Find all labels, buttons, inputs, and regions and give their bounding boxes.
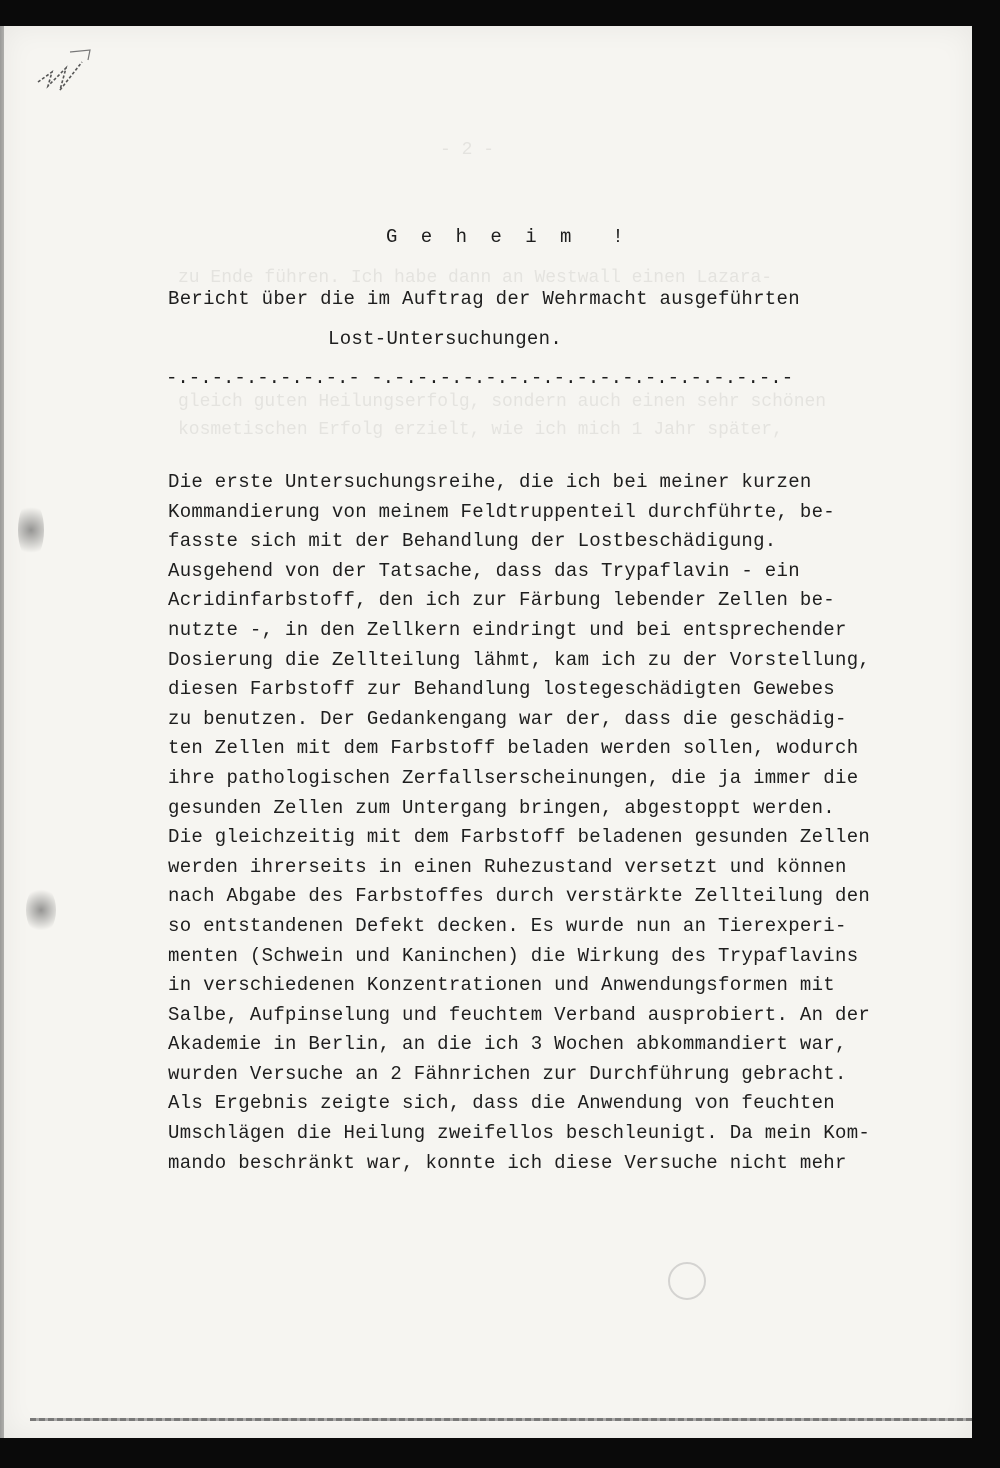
body-text-line: Salbe, Aufpinselung und feuchtem Verband ausprobiert. An der <box>168 1003 871 1026</box>
body-text-line: ten Zellen mit dem Farbstoff beladen werden sollen, wodurch <box>168 737 859 760</box>
body-text-line: Als Ergebnis zeigte sich, dass die Anwendung von feuchten <box>168 1092 836 1115</box>
typed-divider: -.-.-.-.-.-.-.-.- -.-.-.-.-.-.-.-.-.-.-.-.-.-.-.-.-.-.- <box>166 367 794 389</box>
pencil-scribble-mark <box>30 42 110 112</box>
report-subtitle: Lost-Untersuchungen. <box>328 328 563 350</box>
body-text-line: wurden Versuche an 2 Fähnrichen zur Durchführung gebracht. <box>168 1062 847 1085</box>
body-text-line: Die erste Untersuchungsreihe, die ich bei meiner kurzen <box>168 471 812 493</box>
body-text-line: menten (Schwein und Kaninchen) die Wirkung des Trypaflavins <box>168 944 859 967</box>
body-text-line: nutzte -, in den Zellkern eindringt und bei entsprechender <box>168 618 847 641</box>
body-text-line: Ausgehend von der Tatsache, dass das Trypaflavin - ein <box>168 559 800 582</box>
body-text-line: Akademie in Berlin, an die ich 3 Wochen abkommandiert war, <box>168 1033 847 1056</box>
secret-classification: G e h e i m ! <box>386 226 630 248</box>
bleed-through-text: gleich guten Heilungserfolg, sondern auch einen sehr schönen <box>178 392 827 412</box>
body-text-line: Dosierung die Zellteilung lähmt, kam ich zu der Vorstellung, <box>168 648 871 671</box>
body-text-line: in verschiedenen Konzentrationen und Anwendungsformen mit <box>168 974 836 997</box>
report-title: Bericht über die im Auftrag der Wehrmacht ausgeführten <box>168 288 800 310</box>
bleed-through-text: - 2 - <box>440 140 495 160</box>
body-text-line: Umschlägen die Heilung zweifellos beschleunigt. Da mein Kom- <box>168 1122 871 1145</box>
body-text-line: fasste sich mit der Behandlung der Lostbeschädigung. <box>168 530 777 553</box>
body-text-line: Die gleichzeitig mit dem Farbstoff beladenen gesunden Zellen <box>168 826 871 849</box>
body-text-line: mando beschränkt war, konnte ich diese Versuche nicht mehr <box>168 1151 847 1174</box>
body-text-line: diesen Farbstoff zur Behandlung lostegeschädigten Gewebes <box>168 678 836 701</box>
report-body <box>168 468 928 1178</box>
faint-stamp-mark <box>668 1262 706 1300</box>
body-text-line: Acridinfarbstoff, den ich zur Färbung lebender Zellen be- <box>168 589 836 612</box>
body-text-line: so entstandenen Defekt decken. Es wurde nun an Tierexperi- <box>168 914 847 937</box>
body-text-line: gesunden Zellen zum Untergang bringen, abgestoppt werden. <box>168 796 836 819</box>
body-text-line: Kommandierung von meinem Feldtruppenteil durchführte, be- <box>168 500 836 523</box>
body-text-line: nach Abgabe des Farbstoffes durch verstärkte Zellteilung den <box>168 885 871 908</box>
bottom-rule <box>30 1418 972 1421</box>
body-text-line: ihre pathologischen Zerfallserscheinungen, die ja immer die <box>168 766 859 789</box>
body-text-line: zu benutzen. Der Gedankengang war der, dass die geschädig- <box>168 707 847 730</box>
bleed-through-text: kosmetischen Erfolg erzielt, wie ich mich 1 Jahr später, <box>178 420 783 440</box>
bleed-through-text: zu Ende führen. Ich habe dann an Westwall einen Lazara- <box>178 268 773 288</box>
paper-smudge-mark <box>18 500 44 560</box>
paper-smudge-mark <box>26 885 56 935</box>
body-text-line: werden ihrerseits in einen Ruhezustand versetzt und können <box>168 855 847 878</box>
